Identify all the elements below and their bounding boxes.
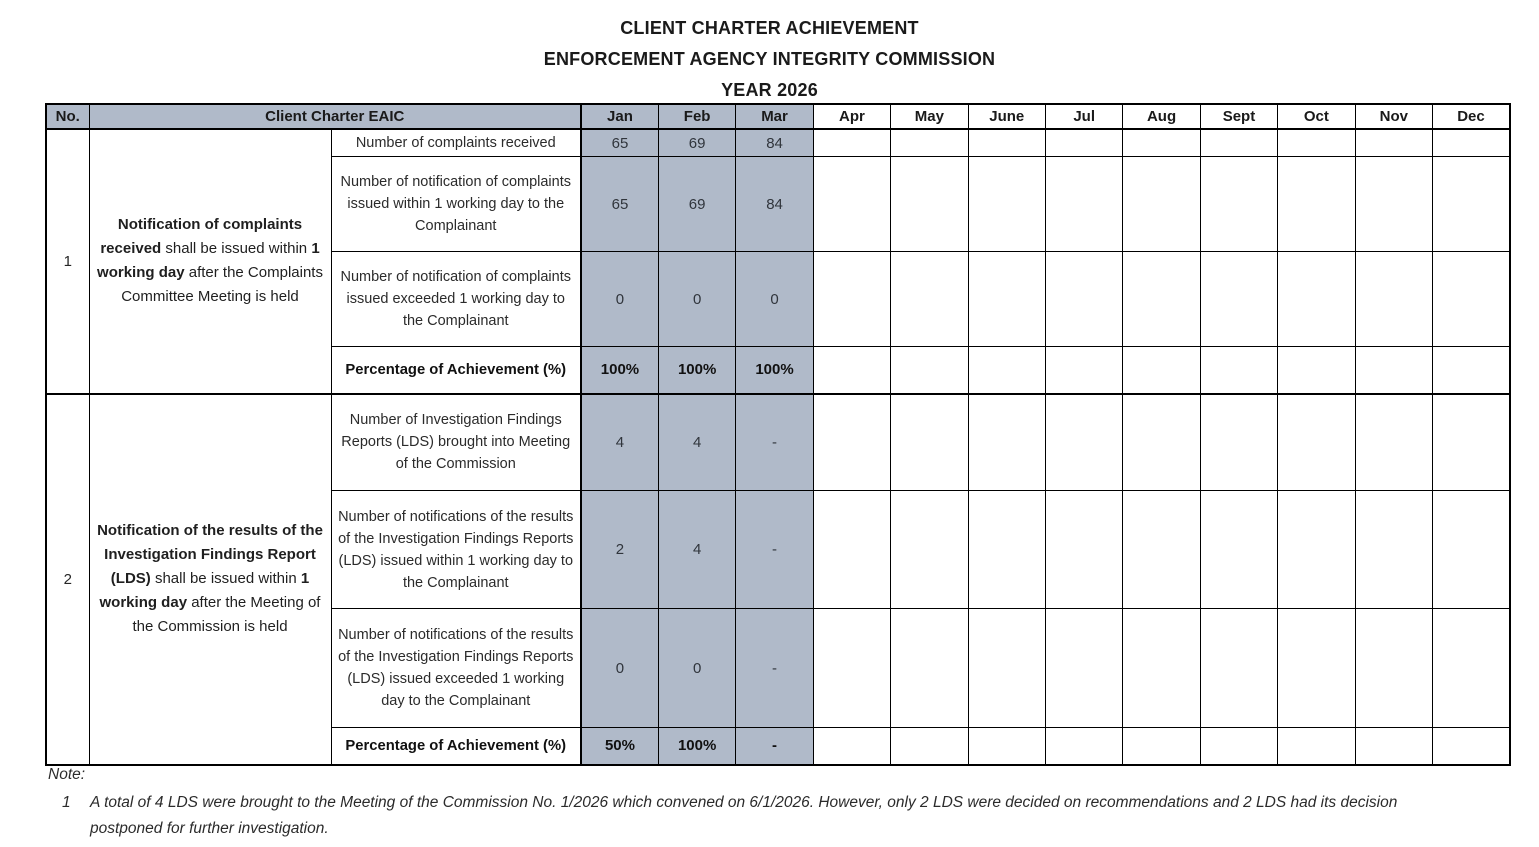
value-cell	[968, 129, 1045, 157]
value-cell: 100%	[581, 347, 658, 394]
charter-description: Notification of the results of the Investigation Findings Report (LDS) shall be issued within 1 working day after the Meeting of the Commission is held	[89, 394, 331, 765]
value-cell: -	[736, 728, 813, 765]
value-cell	[813, 347, 890, 394]
metric-label: Number of complaints received	[331, 129, 581, 157]
value-cell	[1200, 394, 1277, 491]
metric-label: Percentage of Achievement (%)	[331, 728, 581, 765]
value-cell	[1200, 491, 1277, 609]
value-cell	[1200, 157, 1277, 252]
value-cell: 65	[581, 157, 658, 252]
value-cell	[1123, 728, 1200, 765]
col-header-june: June	[968, 104, 1045, 129]
value-cell: 0	[581, 609, 658, 728]
value-cell	[1432, 347, 1510, 394]
value-cell: 4	[581, 394, 658, 491]
value-cell	[1123, 129, 1200, 157]
col-header-mar: Mar	[736, 104, 813, 129]
note-section	[48, 763, 1493, 842]
value-cell	[968, 728, 1045, 765]
value-cell	[813, 728, 890, 765]
metric-label: Number of notifications of the results of the Investigation Findings Reports (LDS) issued exceeded 1 working day to the Complainant	[331, 609, 581, 728]
value-cell	[1200, 252, 1277, 347]
value-cell: 4	[658, 394, 735, 491]
value-cell	[813, 609, 890, 728]
value-cell	[1355, 347, 1432, 394]
value-cell	[1045, 491, 1122, 609]
value-cell	[891, 347, 968, 394]
value-cell	[1045, 129, 1122, 157]
title-line-2: ENFORCEMENT AGENCY INTEGRITY COMMISSION	[543, 49, 996, 69]
col-header-dec: Dec	[1432, 104, 1510, 129]
value-cell	[1045, 347, 1122, 394]
value-cell	[968, 157, 1045, 252]
value-cell: 4	[658, 491, 735, 609]
client-charter-table	[45, 103, 1511, 766]
col-header-apr: Apr	[813, 104, 890, 129]
value-cell	[1045, 157, 1122, 252]
value-cell	[1045, 252, 1122, 347]
value-cell	[1278, 394, 1355, 491]
value-cell	[1432, 129, 1510, 157]
title-line-3: YEAR 2026	[721, 80, 818, 100]
value-cell: 84	[736, 129, 813, 157]
title-line-1: CLIENT CHARTER ACHIEVEMENT	[620, 18, 919, 38]
value-cell	[1200, 609, 1277, 728]
header-row	[46, 104, 1510, 129]
metric-label: Number of notification of complaints issued exceeded 1 working day to the Complainant	[331, 252, 581, 347]
value-cell	[813, 129, 890, 157]
value-cell	[1278, 252, 1355, 347]
value-cell	[1278, 728, 1355, 765]
metric-label: Percentage of Achievement (%)	[331, 347, 581, 394]
value-cell	[1200, 728, 1277, 765]
value-cell	[1123, 609, 1200, 728]
value-cell: 100%	[736, 347, 813, 394]
value-cell	[1123, 157, 1200, 252]
col-header-charter: Client Charter EAIC	[89, 104, 581, 129]
table-row	[46, 129, 1510, 157]
value-cell	[891, 491, 968, 609]
value-cell	[1278, 491, 1355, 609]
value-cell	[1432, 609, 1510, 728]
table-row	[46, 394, 1510, 491]
note-item	[48, 790, 1493, 842]
col-header-jul: Jul	[1045, 104, 1122, 129]
value-cell	[813, 252, 890, 347]
value-cell: 69	[658, 157, 735, 252]
value-cell	[813, 491, 890, 609]
value-cell: 100%	[658, 347, 735, 394]
value-cell	[891, 157, 968, 252]
metric-label: Number of notification of complaints issued within 1 working day to the Complainant	[331, 157, 581, 252]
value-cell: 65	[581, 129, 658, 157]
value-cell: 0	[581, 252, 658, 347]
col-header-no: No.	[46, 104, 89, 129]
value-cell	[1200, 347, 1277, 394]
value-cell	[1123, 394, 1200, 491]
note-text: A total of 4 LDS were brought to the Meeting of the Commission No. 1/2026 which convened on 6/1/2026. However, only 2 LDS were decided on recommendations and 2 LDS had its decision postponed for further investigation.	[90, 794, 1398, 837]
note-label: Note:	[48, 766, 86, 783]
value-cell	[1432, 252, 1510, 347]
value-cell: 69	[658, 129, 735, 157]
value-cell	[891, 129, 968, 157]
value-cell	[968, 394, 1045, 491]
value-cell: -	[736, 609, 813, 728]
value-cell	[813, 394, 890, 491]
value-cell	[1278, 609, 1355, 728]
col-header-aug: Aug	[1123, 104, 1200, 129]
value-cell	[1355, 609, 1432, 728]
group-number: 2	[46, 394, 89, 765]
value-cell: 100%	[658, 728, 735, 765]
value-cell: 0	[658, 252, 735, 347]
value-cell	[891, 394, 968, 491]
value-cell	[1355, 252, 1432, 347]
value-cell: 0	[658, 609, 735, 728]
value-cell	[968, 609, 1045, 728]
metric-label: Number of notifications of the results of the Investigation Findings Reports (LDS) issued within 1 working day to the Complainant	[331, 491, 581, 609]
value-cell	[1045, 609, 1122, 728]
value-cell	[1355, 491, 1432, 609]
col-header-may: May	[891, 104, 968, 129]
col-header-feb: Feb	[658, 104, 735, 129]
value-cell	[968, 347, 1045, 394]
value-cell	[1123, 491, 1200, 609]
value-cell	[891, 728, 968, 765]
value-cell	[1278, 347, 1355, 394]
value-cell	[891, 252, 968, 347]
note-number: 1	[62, 794, 71, 811]
value-cell	[1123, 347, 1200, 394]
col-header-nov: Nov	[1355, 104, 1432, 129]
charter-description: Notification of complaints received shall be issued within 1 working day after the Complaints Committee Meeting is held	[89, 129, 331, 394]
value-cell	[1045, 728, 1122, 765]
value-cell	[968, 491, 1045, 609]
value-cell	[1278, 129, 1355, 157]
value-cell: -	[736, 491, 813, 609]
value-cell	[1432, 394, 1510, 491]
value-cell	[1123, 252, 1200, 347]
col-header-jan: Jan	[581, 104, 658, 129]
group-number: 1	[46, 129, 89, 394]
value-cell: -	[736, 394, 813, 491]
page-title	[0, 13, 1539, 106]
value-cell	[1278, 157, 1355, 252]
value-cell: 84	[736, 157, 813, 252]
value-cell	[1355, 157, 1432, 252]
value-cell	[1200, 129, 1277, 157]
value-cell	[813, 157, 890, 252]
value-cell	[1355, 129, 1432, 157]
value-cell	[1355, 728, 1432, 765]
value-cell	[968, 252, 1045, 347]
value-cell	[1432, 491, 1510, 609]
value-cell: 2	[581, 491, 658, 609]
value-cell	[891, 609, 968, 728]
col-header-oct: Oct	[1278, 104, 1355, 129]
value-cell	[1045, 394, 1122, 491]
value-cell	[1355, 394, 1432, 491]
value-cell	[1432, 157, 1510, 252]
value-cell: 0	[736, 252, 813, 347]
value-cell: 50%	[581, 728, 658, 765]
value-cell	[1432, 728, 1510, 765]
col-header-sept: Sept	[1200, 104, 1277, 129]
metric-label: Number of Investigation Findings Reports (LDS) brought into Meeting of the Commission	[331, 394, 581, 491]
